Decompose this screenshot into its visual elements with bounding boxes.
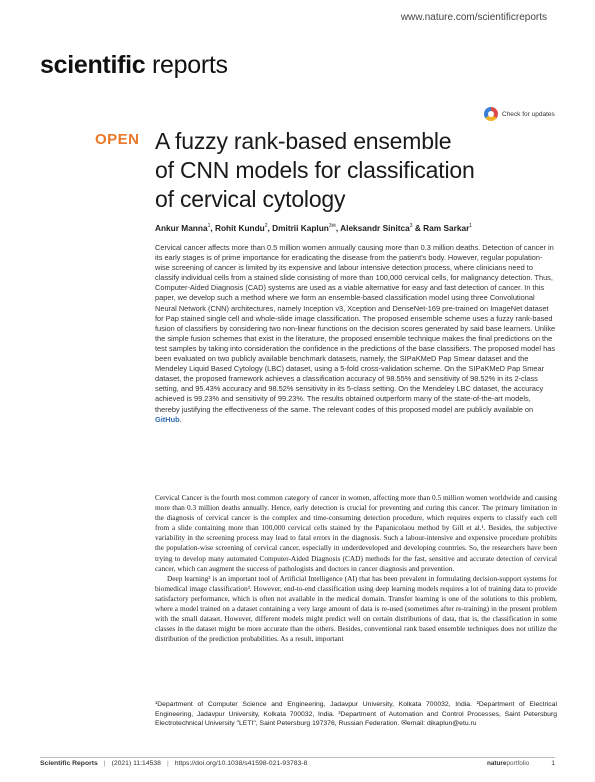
check-for-updates-button[interactable] [484,107,555,121]
footer-divider [40,757,555,758]
abstract-end: . [179,414,182,424]
author-affiliation-mark: 3 [409,223,413,230]
abstract [155,243,557,425]
brand-bold: scientific [40,51,146,79]
page-number: 1 [551,760,555,767]
crossmark-icon [484,107,498,121]
article-body [155,493,557,644]
open-access-label: OPEN [95,131,140,148]
publisher-light: portfolio [506,760,530,767]
author-affiliation-mark: 2 [264,223,268,230]
page-footer: Scientific Reports | (2021) 11:14538 | https://doi.org/10.1038/s41598-021-93783-8 natureportfolio 1 [40,760,555,767]
journal-brand[interactable] [40,50,228,80]
author-name[interactable]: Dmitrii Kaplun [272,223,329,233]
author-name[interactable]: Ram Sarkar [423,223,470,233]
article-title [155,127,555,214]
affiliation-footnotes: ¹Department of Computer Science and Engineering, Jadavpur University, Kolkata 700032, India. ²Department of Electrical Engineering, Jadavpur University, Kolkata 700032, India. ³Department of Automation and Control Processes, Saint Petersburg Electrotechnical University "LETI", Saint Petersburg 197376, Russian Federation. ✉email: dikaplun@etu.ru [155,701,557,728]
author-affiliation-mark: 1 [469,223,473,230]
author-name[interactable]: Rohit Kundu [214,223,265,233]
title-line: of CNN models for classification [155,157,475,183]
brand-regular: reports [152,51,228,79]
site-url[interactable]: www.nature.com/scientificreports [400,12,547,23]
author-name[interactable]: Aleksandr Sinitca [340,223,410,233]
body-paragraph: Deep learning² is an important tool of Artificial Intelligence (AI) that has been prevalent in formulating decision-support systems for biomedical image classification³. However, end-to-end classification using deep learning models requires a lot of training data to provide satisfactory performance, which is often not available in the medical domain. Transfer learning is one of the solutions to this problem, where a model trained on a dataset containing a very large amount of data is re-used (sometimes after re-training) in the present problem with the small dataset. However, different models might predict well on certain distributions of data, that is, the classification in some classes in the dataset might be more accurate than the others. Besides, conventional rank based ensemble techniques does not utilize the distribution of the prediction probabilities. As a result, important [155,573,557,644]
publisher-bold: nature [486,760,507,767]
title-line: A fuzzy rank-based ensemble [155,128,452,154]
author-affiliation-mark: 3✉ [328,223,336,230]
github-link[interactable]: GitHub [155,414,180,424]
author-name[interactable]: Ankur Manna [155,223,208,233]
abstract-text: Cervical cancer affects more than 0.5 million women annually causing more than 0.3 million deaths. Detection of cancer in its early stages is of prime importance for eradicating the disease from the patient's body. However, regular population-wise screening of cancer is limited by its expensive and labour intensive detection process, where clinicians need to classify individual cells from a stained slide consisting of more than 100,000 cervical cells, for malignancy detection. Thus, Computer-Aided Diagnosis (CAD) systems are used as a viable alternative for easy and fast detection of cancer. In this paper, we develop such a method where we form an ensemble-based classification model using three Convolutional Neural Network (CNN) architectures, namely Inception v3, Xception and DenseNet-169 pre-trained on ImageNet dataset for Pap stained single cell and whole-slide image classification. The proposed ensemble scheme uses a fuzzy rank-based fusion of classifiers by considering two non-linear functions on the decision scores generated by said base learners. Unlike the simple fusion schemes that exist in the literature, the proposed ensemble technique makes the final predictions on the test samples by taking into consideration the confidence in the predictions of the base classifiers. The proposed model has been evaluated on two publicly available benchmark datasets, namely, the SIPaKMeD Pap Smear dataset and the Mendeley Liquid Based Cytology (LBC) dataset, using a 5-fold cross-validation scheme. On the SIPaKMeD Pap Smear dataset, the proposed framework achieves a classification accuracy of 98.55% and sensitivity of 98.52% in its 2-class setting, and 95.43% accuracy and 98.52% sensitivity in its 5-class setting. On the Mendeley LBC dataset, the accuracy achieved is 99.23% and sensitivity of 99.23%. The results obtained outperform many of the state-of-the-art models, thereby justifying the effectiveness of the same. The relevant codes of this proposed model are publicly available on [155,243,556,414]
footer-journal: Scientific Reports [40,760,98,767]
footer-volume: (2021) 11:14538 [111,760,161,767]
doi-link[interactable]: https://doi.org/10.1038/s41598-021-93783-8 [174,760,308,767]
title-line: of cervical cytology [155,186,346,212]
author-list: Ankur Manna$^1$, Rohit Kundu$^2$, Dmitrii Kaplun$^{3✉}$, Aleksandr Sinitca$^3$ & Ram Sarkar$^1$ [155,223,473,233]
body-paragraph: Cervical Cancer is the fourth most common category of cancer in women, affecting more than 0.5 million women worldwide and causing more than 0.3 million deaths annually. Hence, early detection is crucial for preventing and curing this cancer. The primary limitation in the diagnosis of cervical cancer is the complex and time-consuming detection procedure, which requires experts to classify each cell from a slide containing more than 100,000 cervical cells stained by the Papanicolaou method by Gill et al.¹. Besides, the subjective variability in the screening process may lead to fatal errors in the diagnosis. Such a labour-intensive and expensive procedure prohibits the population-wise screening of cervical cancer, especially in underdeveloped and developing countries. So, the researchers have been trying to develop many automated Computer-Aided Diagnosis (CAD) methods for the fast, sensitive and accurate detection of cervical cancer, which can augment the success of pathologists and doctors in cancer diagnosis and prevention. [155,493,557,573]
check-for-updates-label: Check for updates [502,110,555,118]
author-affiliation-mark: 1 [207,223,211,230]
publisher-logo [487,760,529,767]
